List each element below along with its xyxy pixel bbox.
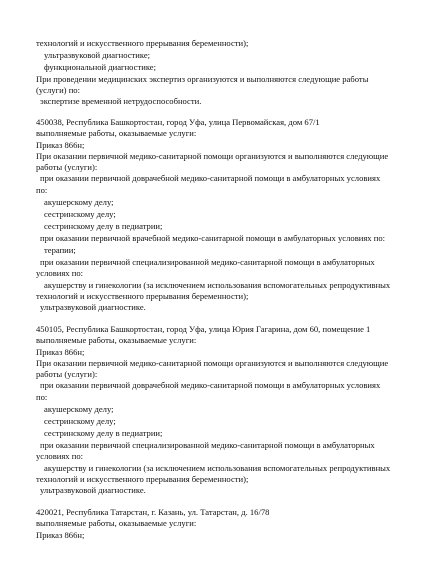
text-line: технологий и искусственного прерывания беременности); <box>36 38 249 48</box>
address-line: 420021, Республика Татарстан, г. Казань, ул. Татарстан, д. 16/78 <box>36 507 270 517</box>
text-line: акушерству и гинекологии (за исключением использования вспомогательных репродуктивных <box>44 280 391 290</box>
text-line: акушерскому делу; <box>44 404 114 414</box>
text-line: акушерству и гинекологии (за исключением использования вспомогательных репродуктивных <box>44 463 391 473</box>
text-line: выполняемые работы, оказываемые услуги: <box>36 128 197 138</box>
text-line: выполняемые работы, оказываемые услуги: <box>36 518 197 528</box>
text-line: условиях по: <box>36 451 84 461</box>
text-line: сестринскому делу в педиатрии; <box>44 221 163 231</box>
text-line: по: <box>36 392 48 402</box>
address-line: 450038, Республика Башкортостан, город Уфа, улица Первомайская, дом 67/1 <box>36 117 320 127</box>
text-line: При проведении медицинских экспертиз организуются и выполняются следующие работы <box>36 74 369 84</box>
text-line: функциональной диагностике; <box>44 62 157 72</box>
text-line: технологий и искусственного прерывания беременности); <box>36 474 249 484</box>
text-line: по: <box>36 185 48 195</box>
text-line: терапии; <box>44 245 76 255</box>
text-line: (услуги) по: <box>36 85 80 95</box>
text-line: акушерскому делу; <box>44 197 114 207</box>
text-line: ультразвуковой диагностике; <box>44 50 151 60</box>
text-line: сестринскому делу; <box>44 209 116 219</box>
address-line: 450105, Республика Башкортостан, город Уфа, улица Юрия Гагарина, дом 60, помещение 1 <box>36 324 371 334</box>
text-line: сестринскому делу; <box>44 416 116 426</box>
text-line: Приказ 866н; <box>36 140 85 150</box>
text-line: ультразвуковой диагностике. <box>40 302 146 312</box>
text-line: технологий и искусственного прерывания беременности); <box>36 291 249 301</box>
text-line: При оказании первичной медико-санитарной помощи организуются и выполняются следующие <box>36 358 389 368</box>
text-line: при оказании первичной доврачебной медико-санитарной помощи в амбулаторных условиях <box>40 173 381 183</box>
text-line: ультразвуковой диагностике. <box>40 485 146 495</box>
text-line: при оказании первичной доврачебной медико-санитарной помощи в амбулаторных условиях <box>40 380 381 390</box>
text-line: работы (услуги): <box>36 162 98 172</box>
text-line: выполняемые работы, оказываемые услуги: <box>36 335 197 345</box>
text-line: сестринскому делу в педиатрии; <box>44 428 163 438</box>
text-line: Приказ 866н; <box>36 530 85 540</box>
text-line: При оказании первичной медико-санитарной помощи организуются и выполняются следующие <box>36 151 389 161</box>
text-line: при оказании первичной врачебной медико-санитарной помощи в амбулаторных условиях по: <box>40 233 386 243</box>
text-line: Приказ 866н; <box>36 347 85 357</box>
text-line: работы (услуги): <box>36 369 98 379</box>
text-line: при оказании первичной специализированной медико-санитарной помощи в амбулаторных <box>40 257 375 267</box>
text-line: экспертизе временной нетрудоспособности. <box>40 96 202 106</box>
text-line: при оказании первичной специализированной медико-санитарной помощи в амбулаторных <box>40 440 375 450</box>
text-line: условиях по: <box>36 268 84 278</box>
